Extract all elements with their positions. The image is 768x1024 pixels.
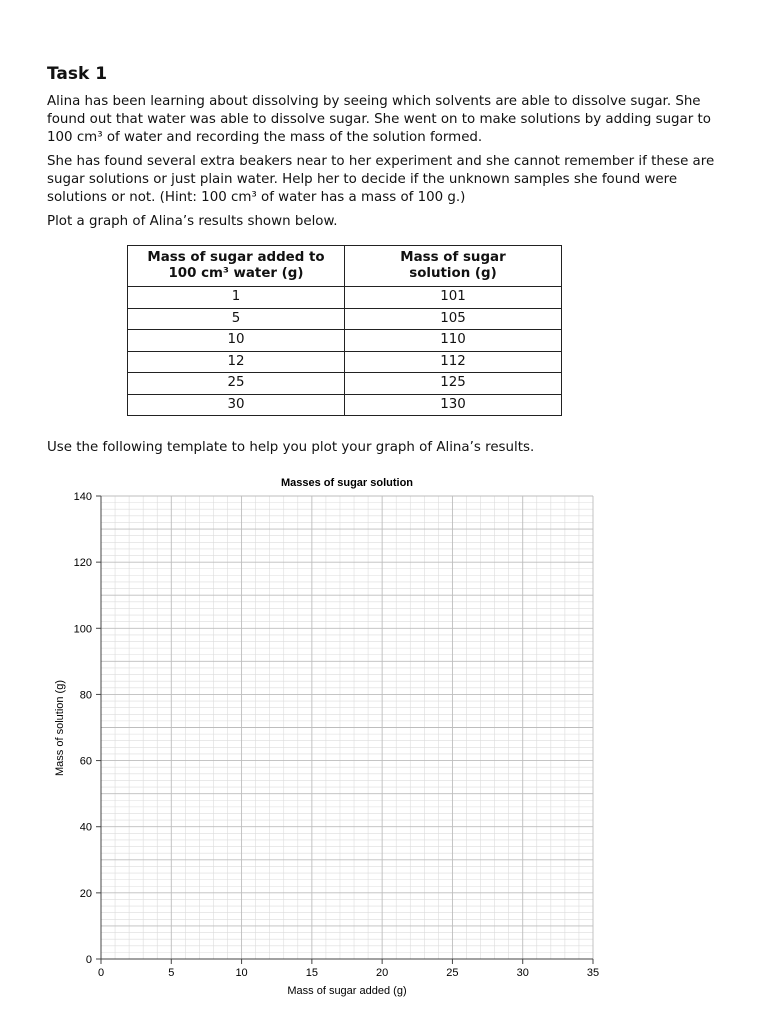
- x-tick-label: 0: [97, 967, 105, 979]
- major-grid: [101, 496, 593, 959]
- sugar-added-cell: 30: [128, 394, 345, 416]
- y-axis-label: Mass of solution (g): [54, 680, 66, 776]
- solution-mass-cell: 112: [345, 351, 562, 373]
- intro-paragraph: Alina has been learning about dissolving by seeing which solvents are able to dissolve sugar. She found out that water was able to dissolve sugar. She went on to make solutions by adding sugar to 100 cm³ of water and recording the mass of the solution formed.: [47, 94, 711, 145]
- table-row: [128, 373, 562, 395]
- sugar-added-cell: 10: [128, 330, 345, 352]
- table-row: [128, 308, 562, 330]
- y-tick-label: 0: [85, 954, 92, 966]
- solution-mass-cell: 110: [345, 330, 562, 352]
- y-tick-label: 100: [73, 623, 92, 636]
- instruction-paragraph: Plot a graph of Alina’s results shown below.: [47, 214, 338, 229]
- table-header-row: [128, 246, 562, 287]
- template-instruction: Use the following template to help you plot your graph of Alina’s results.: [47, 440, 535, 455]
- x-tick-label: 25: [446, 967, 459, 979]
- column-header-label: Mass of sugar solution (g): [400, 250, 506, 281]
- table-row: [128, 351, 562, 373]
- sugar-added-cell: 12: [128, 351, 345, 373]
- task-title: Task 1: [47, 64, 108, 84]
- table-row: [128, 287, 562, 309]
- x-axis-ticks: [98, 959, 599, 979]
- chart-title: Masses of sugar solution: [280, 477, 414, 489]
- column-header-label: Mass of sugar added to 100 cm³ water (g): [147, 250, 325, 281]
- x-tick-label: 15: [305, 967, 318, 979]
- results-table: [127, 245, 562, 416]
- x-axis-label: Mass of sugar added (g): [287, 985, 407, 997]
- x-tick-label: 20: [376, 967, 389, 979]
- question-paragraph: She has found several extra beakers near to her experiment and she cannot remember if these are sugar solutions or just plain water. Help her to decide if the unknown samples she found were solutions or not. (Hint: 100 cm³ of water has a mass of 100 g.): [47, 154, 715, 205]
- sugar-added-cell: 1: [128, 287, 345, 309]
- y-tick-label: 60: [79, 755, 92, 768]
- x-tick-label: 35: [586, 967, 600, 979]
- solution-mass-cell: 125: [345, 373, 562, 395]
- solution-mass-cell: 130: [345, 394, 562, 416]
- solution-mass-cell: 101: [345, 287, 562, 309]
- x-tick-label: 10: [235, 967, 248, 979]
- solution-mass-cell: 105: [345, 308, 562, 330]
- y-tick-label: 40: [79, 821, 92, 834]
- y-tick-label: 20: [79, 887, 92, 900]
- table-row: [128, 394, 562, 416]
- column-header: [345, 246, 562, 287]
- table-body: [128, 287, 562, 416]
- y-tick-label: 140: [73, 491, 92, 503]
- graph-template: [0, 470, 768, 1024]
- sugar-added-cell: 5: [128, 308, 345, 330]
- x-tick-label: 5: [168, 967, 175, 979]
- y-tick-label: 120: [73, 557, 92, 570]
- x-tick-label: 30: [516, 967, 529, 979]
- y-tick-label: 80: [79, 689, 92, 702]
- y-axis-ticks: [74, 491, 101, 966]
- sugar-added-cell: 25: [128, 373, 345, 395]
- table-row: [128, 330, 562, 352]
- column-header: [128, 246, 345, 287]
